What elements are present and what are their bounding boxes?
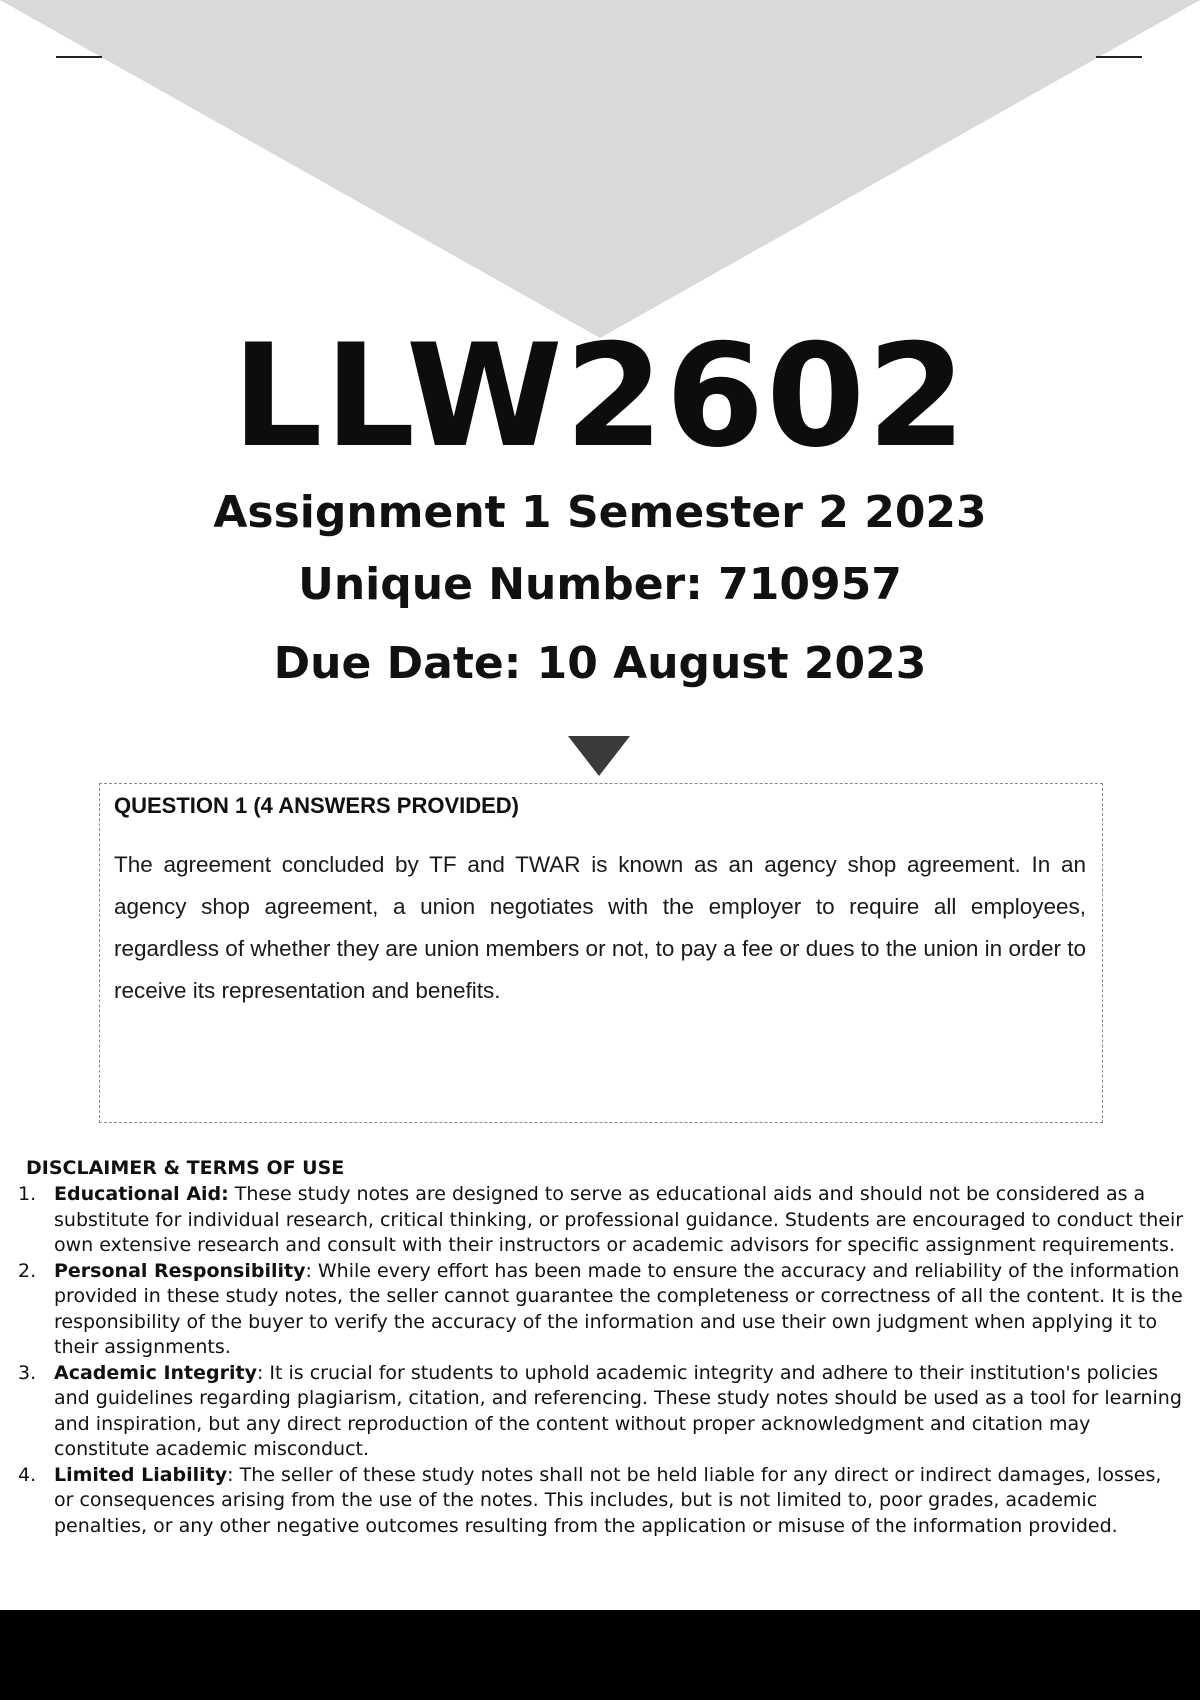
assignment-subtitle: Assignment 1 Semester 2 2023 xyxy=(213,487,987,538)
unique-number: Unique Number: 710957 xyxy=(298,559,902,610)
item-number: 2. xyxy=(18,1259,37,1282)
course-code-title: LLW2602 xyxy=(232,314,968,479)
question-title: QUESTION 1 (4 ANSWERS PROVIDED) xyxy=(114,793,520,818)
item-number: 1. xyxy=(18,1183,37,1205)
item-number: 3. xyxy=(18,1361,37,1384)
question-answer-text: The agreement concluded by TF and TWAR is known as an agency shop agreement. In an agency shop agreement, a union negotiates with the employer to require all employees, regardless of whether they are union members or not, to pay a fee or dues to the union in order to receive its representation and benefits. xyxy=(114,852,1086,1003)
list-item xyxy=(18,1463,1186,1540)
item-number: 4. xyxy=(18,1463,37,1486)
item-term: Academic Integrity xyxy=(54,1361,257,1384)
item-text: These study notes are designed to serve as educational aids and should not be considered as a substitute for individual research, critical thinking, or professional guidance. Students are encouraged to conduct their own extensive research and consult with their instructors or academic advisors for specific assignment requirements. xyxy=(54,1183,1184,1256)
item-term: Limited Liability xyxy=(54,1463,228,1486)
list-item xyxy=(18,1259,1186,1361)
banner-shape xyxy=(0,0,1200,338)
footer-bar xyxy=(0,1610,1200,1700)
down-arrow-icon xyxy=(568,736,630,776)
list-item xyxy=(18,1182,1186,1259)
item-term: Educational Aid: xyxy=(54,1183,229,1205)
item-text: : It is crucial for students to uphold academic integrity and adhere to their institution's policies and guidelines regarding plagiarism, citation, and referencing. These study notes should be used as a tool for learning and inspiration, but any direct reproduction of the content without proper acknowledgment and citation may constitute academic misconduct. xyxy=(54,1361,1182,1460)
disclaimer-list xyxy=(18,1182,1186,1539)
list-item xyxy=(18,1361,1186,1463)
item-text: : The seller of these study notes shall not be held liable for any direct or indirect damages, losses, or consequences arising from the use of the notes. This includes, but is not limited to, poor grades, academic penalties, or any other negative outcomes resulting from the application or misuse of the information provided. xyxy=(54,1463,1162,1537)
due-date: Due Date: 10 August 2023 xyxy=(273,638,927,689)
corner-mark-left xyxy=(56,56,102,58)
item-term: Personal Responsibility xyxy=(54,1259,306,1282)
header-chevron-banner xyxy=(0,0,1200,340)
item-text: : While every effort has been made to ensure the accuracy and reliability of the information provided in these study notes, the seller cannot guarantee the completeness or correctness of all the content. It is the responsibility of the buyer to verify the accuracy of the information and use their own judgment when applying it to their assignments. xyxy=(54,1259,1183,1358)
disclaimer-heading: DISCLAIMER & TERMS OF USE xyxy=(26,1157,345,1179)
corner-mark-right xyxy=(1096,56,1142,58)
